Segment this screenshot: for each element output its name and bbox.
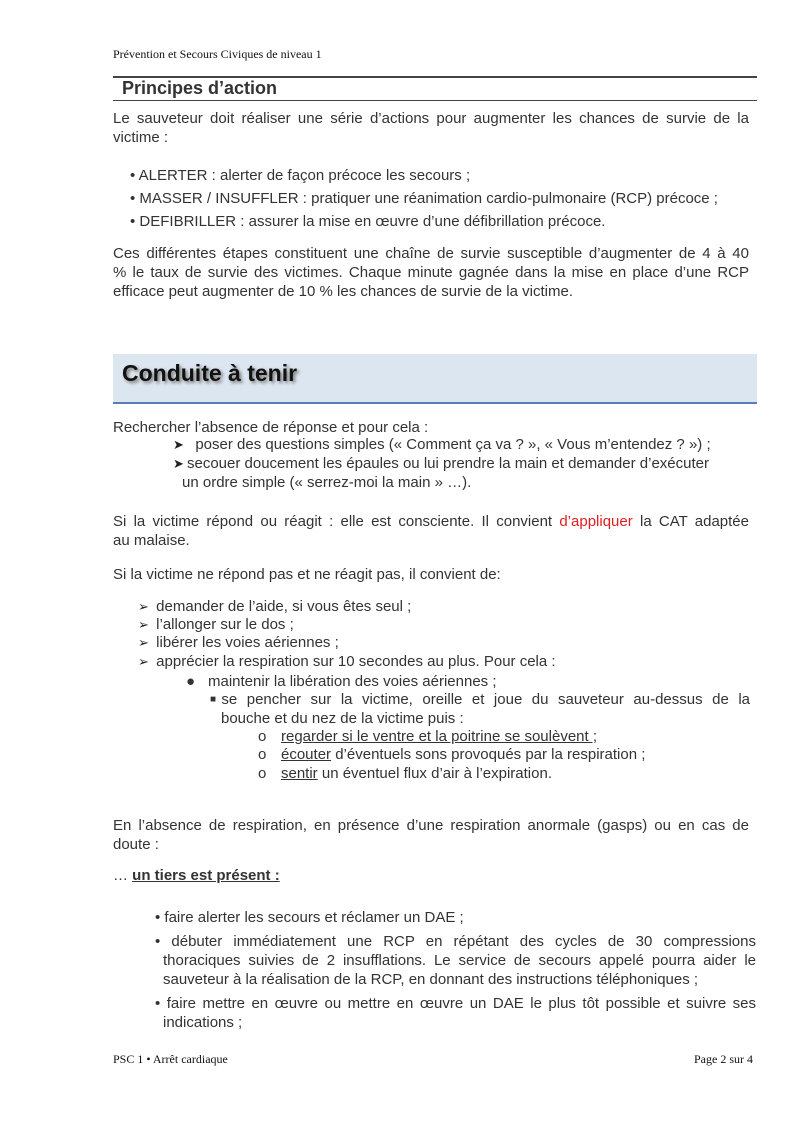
dot-bullet-icon: ● — [186, 673, 196, 690]
pencher-line-1: ■se pencher sur la victime, oreille et joue du sauveteur au-dessus de la — [210, 691, 750, 708]
arrow-bullet-icon: ➢ — [138, 635, 149, 650]
section-heading-conduite: Conduite à tenir — [122, 360, 298, 386]
chain-line: efficace peut augmenter de 10 % les chances de survie de la victime. — [113, 283, 573, 300]
recherche-text: Rechercher l’absence de réponse et pour cela : — [113, 419, 429, 436]
sub-step-maintenir: ● maintenir la libération des voies aériennes ; — [186, 673, 497, 690]
absence-line-1: En l’absence de respiration, en présence d’une respiration anormale (gasps) ou en cas de — [113, 817, 749, 834]
question-item-2-cont: un ordre simple (« serrez-moi la main » …). — [182, 474, 472, 491]
footer-page-number: Page 2 sur 4 — [694, 1052, 753, 1066]
appliquer-link-text: d’appliquer — [559, 513, 633, 530]
arrow-bullet-icon: ➢ — [138, 617, 149, 632]
absence-paragraph — [113, 816, 749, 854]
page-header: Prévention et Secours Civiques de niveau 1 — [113, 47, 322, 61]
intro-paragraph — [113, 109, 749, 147]
list-item: • MASSER / INSUFFLER : pratiquer une réanimation cardio-pulmonaire (RCP) précoce ; — [130, 190, 718, 207]
question-item-1: ➤ poser des questions simples (« Comment ça va ? », « Vous m’entendez ? ») ; — [173, 436, 711, 453]
section-heading-principes: Principes d’action — [122, 78, 278, 98]
chain-paragraph — [113, 244, 749, 301]
repond-line-2: au malaise. — [113, 532, 190, 549]
check-regarder: o regarder si le ventre et la poitrine se soulèvent ; — [258, 728, 598, 745]
list-item: • faire mettre en œuvre ou mettre en œuvre un DAE le plus tôt possible et suivre ses indications ; — [155, 995, 757, 1031]
check-ecouter: o écouter d’éventuels sons provoqués par la respiration ; — [258, 746, 646, 763]
step-item: ➢ demander de l’aide, si vous êtes seul ; — [138, 598, 412, 615]
principles-list — [130, 164, 718, 233]
circle-bullet-icon: o — [258, 765, 267, 782]
step-item: ➢ apprécier la respiration sur 10 secondes au plus. Pour cela : — [138, 653, 556, 670]
arrow-bullet-icon: ➢ — [138, 654, 149, 669]
sub-step-pencher — [210, 690, 750, 728]
list-item: • faire alerter les secours et réclamer un DAE ; — [155, 909, 464, 926]
repond-paragraph — [113, 512, 749, 550]
arrow-bullet-icon: ➢ — [138, 599, 149, 614]
actions-list — [155, 908, 756, 1032]
list-item: • DEFIBRILLER : assurer la mise en œuvre d’une défibrillation précoce. — [130, 213, 606, 230]
tiers-heading: … un tiers est présent : — [113, 867, 280, 884]
intro-line-1: Le sauveteur doit réaliser une série d’actions pour augmenter les chances de survie de la — [113, 110, 749, 127]
absence-line-2: doute : — [113, 836, 159, 853]
chain-line: Ces différentes étapes constituent une chaîne de survie susceptible d’augmenter de 4 à 40 — [113, 245, 749, 262]
question-item-2: ➤ secouer doucement les épaules ou lui prendre la main et demander d’exécuter — [173, 455, 709, 472]
arrow-bullet-icon: ➤ — [173, 456, 184, 471]
repond-line-1: Si la victime répond ou réagit : elle est consciente. Il convient d’appliquer la CAT adaptée — [113, 513, 749, 530]
square-bullet-icon: ■ — [210, 694, 222, 705]
circle-bullet-icon: o — [258, 728, 267, 745]
list-item: • ALERTER : alerter de façon précoce les secours ; — [130, 167, 471, 184]
footer-left: PSC 1 • Arrêt cardiaque — [113, 1052, 228, 1066]
step-item: ➢ l’allonger sur le dos ; — [138, 616, 294, 633]
chain-line: % le taux de survie des victimes. Chaque minute gagnée dans la mise en place d’une RCP — [113, 264, 749, 281]
list-item: • débuter immédiatement une RCP en répétant des cycles de 30 compressions thoraciques suivies de 2 insufflations. Le service de secours appelé pourra aider le sauveteur à la réalisation de la RCP, en donnant des instructions téléphoniques ; — [155, 933, 756, 988]
intro-line-2: victime : — [113, 129, 169, 146]
pencher-line-2: bouche et du nez de la victime puis : — [221, 710, 464, 727]
step-item: ➢ libérer les voies aériennes ; — [138, 634, 339, 651]
non-repond-text: Si la victime ne répond pas et ne réagit pas, il convient de: — [113, 566, 501, 583]
arrow-bullet-icon: ➤ — [173, 437, 184, 452]
heading-rule — [113, 100, 757, 101]
circle-bullet-icon: o — [258, 746, 267, 763]
check-sentir: o sentir un éventuel flux d’air à l’expiration. — [258, 765, 552, 782]
